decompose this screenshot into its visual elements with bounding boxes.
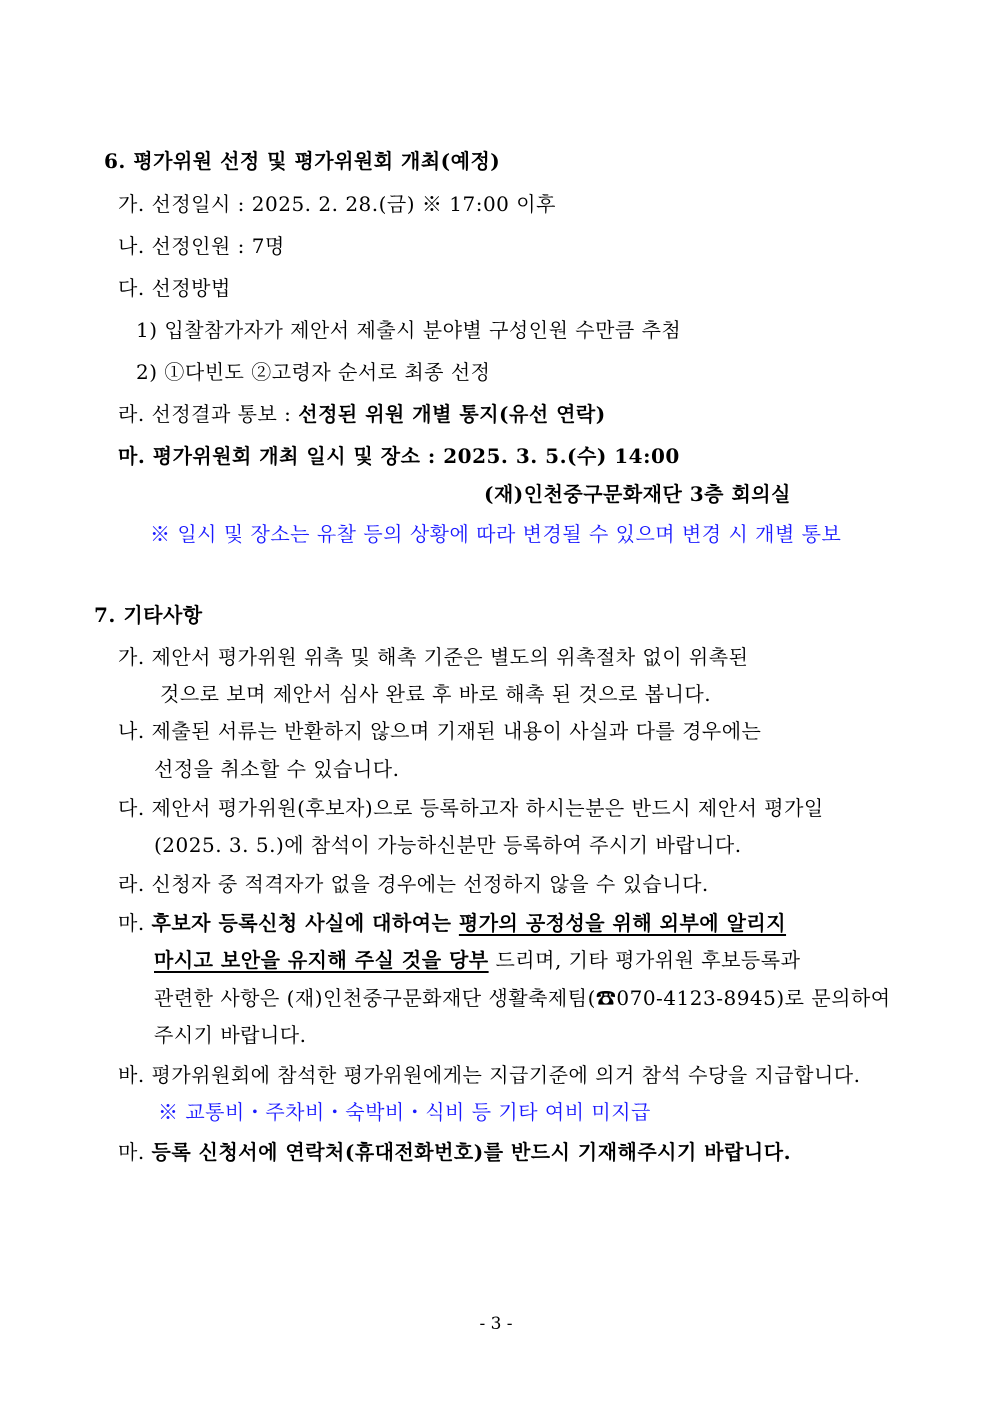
section7-item-da-2: (2025. 3. 5.)에 참석이 가능하신분만 등록하여 주시기 바랍니다. — [154, 833, 742, 857]
section7-item-ma2-bold: 등록 신청서에 연락처(휴대전화번호)를 반드시 기재해주시기 바랍니다. — [151, 1140, 792, 1164]
section7-item-ma-line2 — [154, 946, 800, 974]
section7-item-ma2-prefix: 마. — [118, 1140, 152, 1164]
section6-item-ra — [118, 400, 606, 428]
section7-item-da-1: 다. 제안서 평가위원(후보자)으로 등록하고자 하시는분은 반드시 제안서 평가일 — [118, 796, 824, 820]
section6-item-ma-line1: 마. 평가위원회 개최 일시 및 장소 : 2025. 3. 5.(수) 14:00 — [118, 444, 680, 468]
section6-item-na: 나. 선정인원 : 7명 — [118, 234, 285, 258]
section7-item-ma-bold-underline1: 평가의 공정성을 위해 외부에 알리지 — [458, 911, 787, 935]
section7-item-ga-2: 것으로 보며 제안서 심사 완료 후 바로 해촉 된 것으로 봅니다. — [160, 682, 712, 706]
section6-item-ma-line2: (재)인천중구문화재단 3층 회의실 — [484, 482, 791, 506]
section7-item-ma-bold-underline2: 마시고 보안을 유지해 주실 것을 당부 — [154, 948, 489, 972]
page-number: - 3 - — [479, 1314, 513, 1334]
section6-heading: 6. 평가위원 선정 및 평가위원회 개최(예정) — [104, 149, 501, 173]
section7-item-ma-line3: 관련한 사항은 (재)인천중구문화재단 생활축제팀(☎070-4123-8945)로 문의하여 — [154, 986, 891, 1010]
section7-item-ba-note: ※ 교통비・주차비・숙박비・식비 등 기타 여비 미지급 — [158, 1100, 651, 1124]
section6-note: ※ 일시 및 장소는 유찰 등의 상황에 따라 변경될 수 있으며 변경 시 개별 통보 — [150, 522, 842, 546]
section7-item-ma-rest2: 드리며, 기타 평가위원 후보등록과 — [488, 948, 801, 972]
section6-item-da-1: 1) 입찰참가자가 제안서 제출시 분야별 구성인원 수만큼 추첨 — [136, 318, 682, 342]
section6-item-ra-label: 라. 선정결과 통보 : — [118, 402, 299, 426]
section7-item-ma-line4: 주시기 바랍니다. — [154, 1023, 307, 1047]
section6-item-ra-bold: 선정된 위원 개별 통지(유선 연락) — [298, 402, 606, 426]
section7-item-ma-bold1: 후보자 등록신청 사실에 대하여는 — [151, 911, 459, 935]
section7-item-ma-line1 — [118, 909, 786, 937]
section7-heading: 7. 기타사항 — [94, 603, 203, 627]
section7-item-ra: 라. 신청자 중 적격자가 없을 경우에는 선정하지 않을 수 있습니다. — [118, 872, 709, 896]
section7-item-ba: 바. 평가위원회에 참석한 평가위원에게는 지급기준에 의거 참석 수당을 지급합니다. — [118, 1063, 861, 1087]
section6-item-da: 다. 선정방법 — [118, 276, 231, 300]
section7-item-ga-1: 가. 제안서 평가위원 위촉 및 해촉 기준은 별도의 위촉절차 없이 위촉된 — [118, 645, 749, 669]
section7-item-na-1: 나. 제출된 서류는 반환하지 않으며 기재된 내용이 사실과 다를 경우에는 — [118, 719, 762, 743]
section7-item-na-2: 선정을 취소할 수 있습니다. — [154, 757, 400, 781]
section7-item-ma-prefix: 마. — [118, 911, 152, 935]
section7-item-ma2 — [118, 1138, 791, 1166]
section6-item-da-2: 2) ①다빈도 ②고령자 순서로 최종 선정 — [136, 360, 491, 384]
section6-item-ga: 가. 선정일시 : 2025. 2. 28.(금) ※ 17:00 이후 — [118, 192, 556, 216]
